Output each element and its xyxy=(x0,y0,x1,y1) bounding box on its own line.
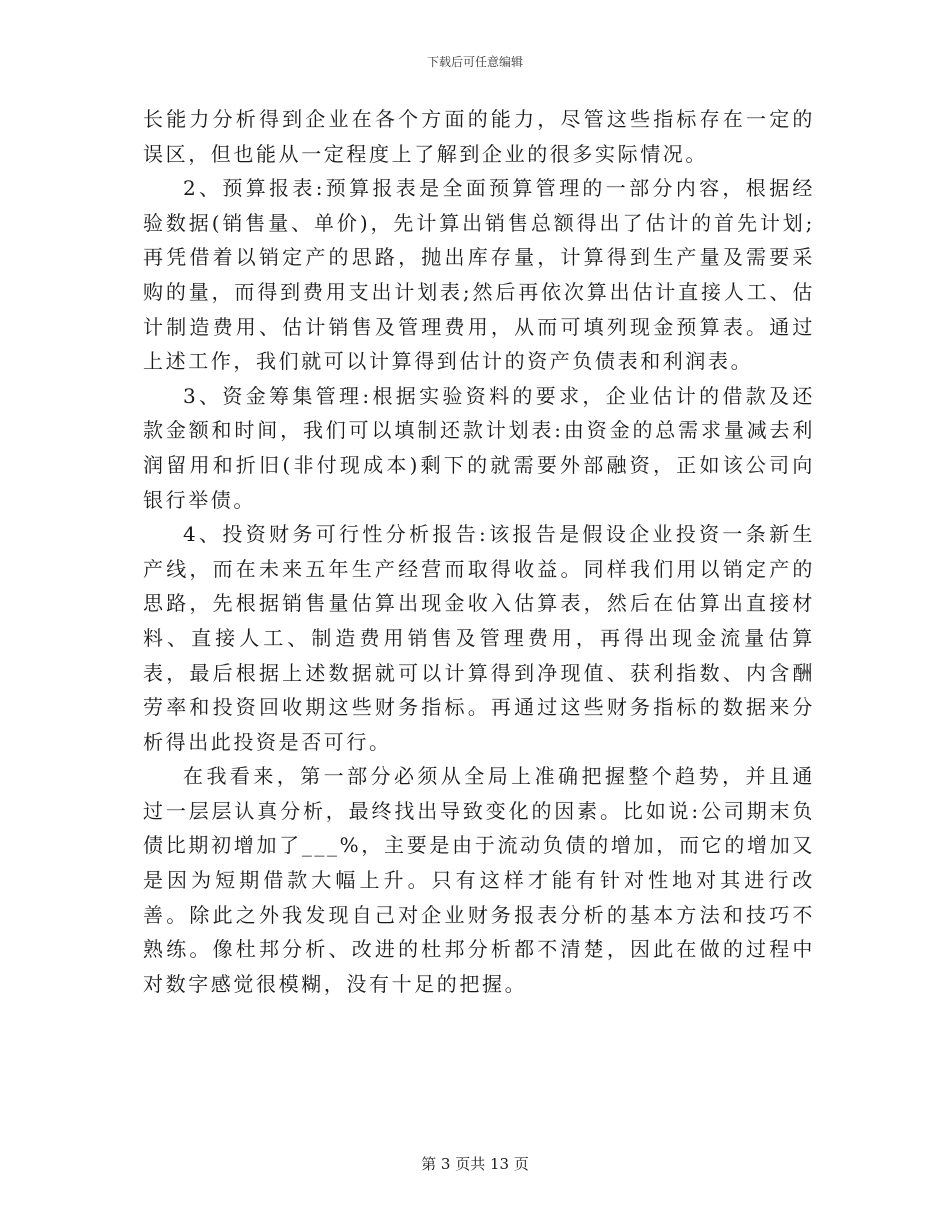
paragraph-investment-feasibility: 4、投资财务可行性分析报告:该报告是假设企业投资一条新生产线，而在未来五年生产经营而取得收益。同样我们用以销定产的思路，先根据销售量估算出现金收入估算表，然后在估算出直接材料、直接人工、制造费用销售及管理费用，再得出现金流量估算表，最后根据上述数据就可以计算得到净现值、获利指数、内含酬劳率和投资回收期这些财务指标。再通过这些财务指标的数据来分析得出此投资是否可行。 xyxy=(143,522,815,754)
document-body xyxy=(143,102,815,1001)
paragraph-fund-raising: 3、资金筹集管理:根据实验资料的要求，企业估计的借款及还款金额和时间，我们可以填制还款计划表:由资金的总需求量减去利润留用和折旧(非付现成本)剩下的就需要外部融资，正如该公司向银行举债。 xyxy=(143,383,815,512)
page-footer: 第 3 页共 13 页 xyxy=(421,1155,529,1173)
paragraph-budget-report: 2、预算报表:预算报表是全面预算管理的一部分内容，根据经验数据(销售量、单价)，先计算出销售总额得出了估计的首先计划;再凭借着以销定产的思路，抛出库存量，计算得到生产量及需要采购的量，而得到费用支出计划表;然后再依次算出估计直接人工、估计制造费用、估计销售及管理费用，从而可填列现金预算表。通过上述工作，我们就可以计算得到估计的资产负债表和利润表。 xyxy=(143,176,815,374)
page-header: 下载后可任意编辑 xyxy=(426,55,523,69)
paragraph-continuation: 长能力分析得到企业在各个方面的能力，尽管这些指标存在一定的误区，但也能从一定程度上了解到企业的很多实际情况。 xyxy=(143,107,815,166)
paragraph-reflection: 在我看来，第一部分必须从全局上准确把握整个趋势，并且通过一层层认真分析，最终找出导致变化的因素。比如说:公司期末负债比期初增加了___%，主要是由于流动负债的增加，而它的增加又是因为短期借款大幅上升。只有这样才能有针对性地对其进行改善。除此之外我发现自己对企业财务报表分析的基本方法和技巧不熟练。像杜邦分析、改进的杜邦分析都不清楚，因此在做的过程中对数字感觉很模糊，没有十足的把握。 xyxy=(143,764,815,996)
